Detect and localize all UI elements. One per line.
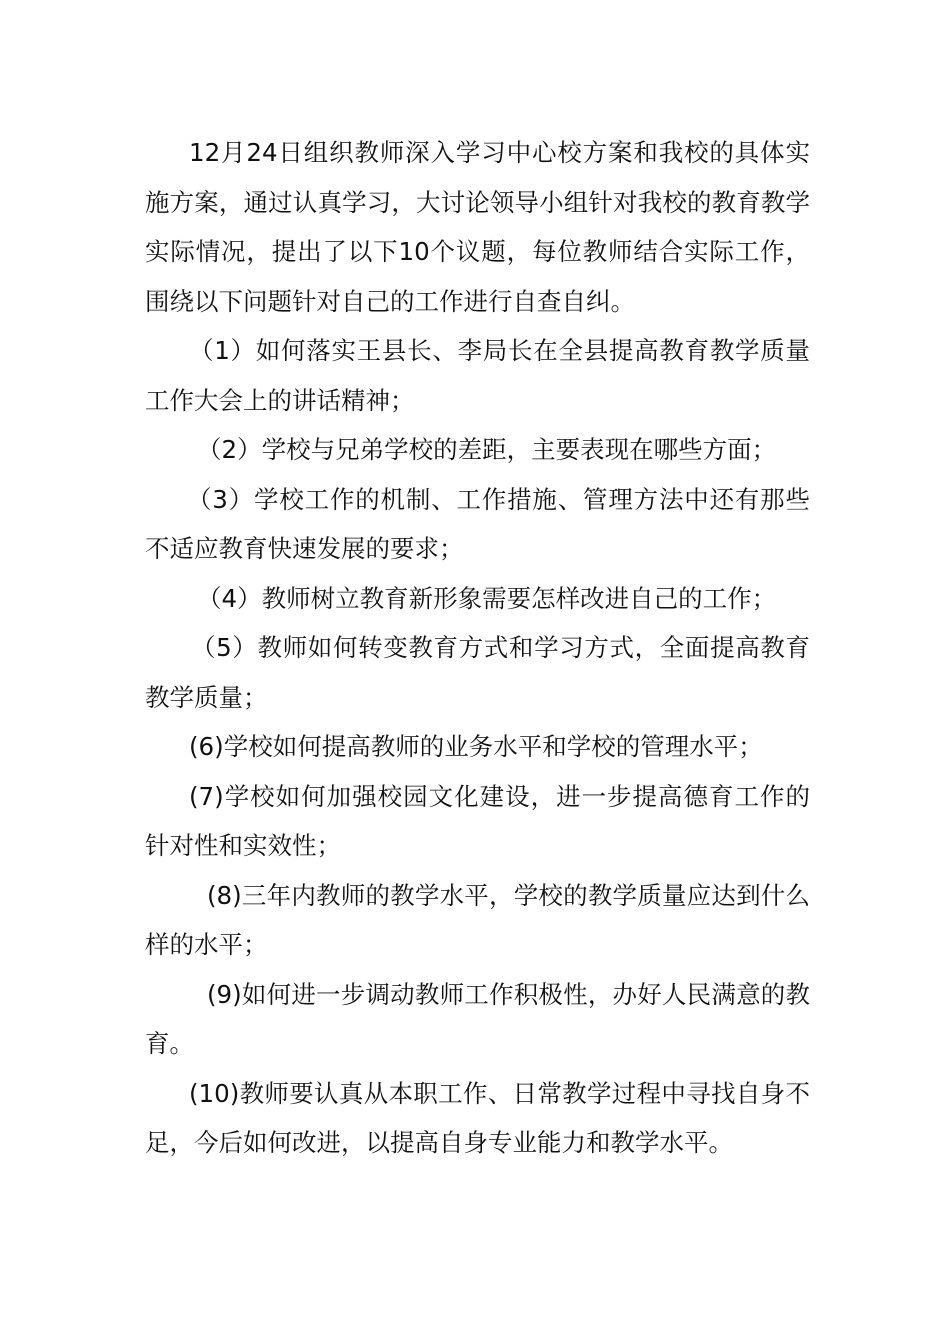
topic-7-paragraph: (7)学校如何加强校园文化建设，进一步提高德育工作的针对性和实效性； xyxy=(145,781,810,860)
topic-3-paragraph: （3）学校工作的机制、工作措施、管理方法中还有那些不适应教育快速发展的要求； xyxy=(145,484,810,563)
topic-2-paragraph: （2）学校与兄弟学校的差距，主要表现在哪些方面； xyxy=(197,435,777,464)
intro-paragraph: 12月24日组织教师深入学习中心校方案和我校的具体实施方案，通过认真学习，大讨论领导小组针对我校的教育教学实际情况，提出了以下10个议题，每位教师结合实际工作，围绕以下问题针对自己的工作进行自查自纠。 xyxy=(145,138,810,316)
topic-10-paragraph: (10)教师要认真从本职工作、日常教学过程中寻找自身不足，今后如何改进，以提高自身专业能力和教学水平。 xyxy=(145,1078,810,1157)
topic-5-paragraph: （5）教师如何转变教育方式和学习方式，全面提高教育教学质量； xyxy=(145,633,810,712)
topic-6-paragraph: (6)学校如何提高教师的业务水平和学校的管理水平； xyxy=(189,732,763,761)
document-body xyxy=(145,128,810,1168)
topic-8-paragraph: (8)三年内教师的教学水平，学校的教学质量应达到什么样的水平； xyxy=(145,880,810,959)
topic-1-paragraph: （1）如何落实王县长、李局长在全县提高教育教学质量工作大会上的讲话精神； xyxy=(145,336,810,415)
topic-4-paragraph: （4）教师树立教育新形象需要怎样改进自己的工作； xyxy=(197,583,777,613)
topic-9-paragraph: (9)如何进一步调动教师工作积极性，办好人民满意的教育。 xyxy=(145,979,810,1058)
